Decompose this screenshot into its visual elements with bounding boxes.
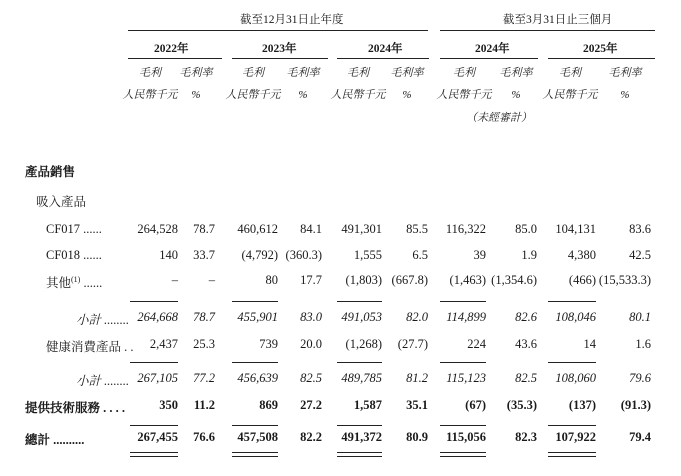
period-header-2025-q1: 2025年 bbox=[583, 43, 618, 55]
row-label-text: 總計 .......... bbox=[25, 433, 85, 447]
table-cell: (466) bbox=[568, 273, 596, 287]
col-header-top-4: 毛利 bbox=[347, 67, 369, 79]
rule-after-other-col2 bbox=[232, 301, 278, 302]
row-label-7 bbox=[25, 430, 84, 448]
table-cell: 108,060 bbox=[555, 371, 596, 385]
table-cell: (1,354.6) bbox=[491, 273, 537, 287]
row-label-1 bbox=[46, 248, 102, 263]
table-cell: 491,372 bbox=[341, 430, 382, 444]
table-cell: 82.0 bbox=[406, 310, 428, 324]
period-underline-2024 bbox=[337, 58, 429, 59]
row-label-text: 提供技術服務 . . . . bbox=[25, 401, 126, 415]
table-cell: 79.6 bbox=[629, 371, 651, 385]
row-label-6 bbox=[25, 398, 125, 416]
rule-before-total-col8 bbox=[548, 425, 596, 426]
row-label-3 bbox=[76, 310, 129, 328]
row-label-text: 其他 bbox=[46, 276, 72, 290]
rule-after-health-col4 bbox=[337, 362, 382, 363]
table-cell: 82.3 bbox=[515, 430, 537, 444]
table-cell: 81.2 bbox=[406, 371, 428, 385]
table-cell: 35.1 bbox=[406, 398, 428, 412]
period-header-2022: 2022年 bbox=[154, 43, 189, 55]
table-cell: 80 bbox=[265, 273, 278, 287]
table-cell: 114,899 bbox=[446, 310, 486, 324]
table-cell: 1.9 bbox=[521, 248, 537, 262]
col-header-bottom-7: % bbox=[511, 89, 521, 101]
rule-after-other-col0 bbox=[130, 301, 178, 302]
table-cell: 83.6 bbox=[629, 222, 651, 236]
table-cell: 491,053 bbox=[341, 310, 382, 324]
section-title: 產品銷售 bbox=[25, 165, 76, 179]
table-cell: (4,792) bbox=[241, 248, 278, 262]
table-cell: (1,803) bbox=[345, 273, 382, 287]
table-cell: 869 bbox=[259, 398, 278, 412]
rule-after-health-col8 bbox=[548, 362, 596, 363]
table-cell: 350 bbox=[159, 398, 178, 412]
table-cell: 108,046 bbox=[555, 310, 596, 324]
row-label-text: CF018 ...... bbox=[46, 248, 102, 262]
period-underline-2025-q1 bbox=[548, 58, 655, 59]
table-cell: 83.0 bbox=[300, 310, 322, 324]
table-cell: (1,268) bbox=[345, 337, 382, 351]
table-cell: 14 bbox=[583, 337, 596, 351]
table-cell: 79.4 bbox=[629, 430, 651, 444]
table-cell: 267,105 bbox=[137, 371, 178, 385]
rule-after-other-col6 bbox=[440, 301, 486, 302]
rule-after-health-col0 bbox=[130, 362, 178, 363]
table-cell: 85.0 bbox=[515, 222, 537, 236]
table-cell: 460,612 bbox=[237, 222, 278, 236]
period-header-2024: 2024年 bbox=[368, 43, 403, 55]
row-label-leader: ...... bbox=[80, 276, 103, 290]
table-cell: (1,463) bbox=[449, 273, 486, 287]
group-underline-quarter bbox=[440, 30, 655, 31]
col-header-bottom-3: % bbox=[298, 89, 308, 101]
group-underline-annual bbox=[128, 30, 428, 31]
table-cell: 115,123 bbox=[446, 371, 486, 385]
col-header-bottom-6: 人民幣千元 bbox=[436, 89, 492, 101]
table-cell: 4,380 bbox=[567, 248, 596, 262]
col-header-top-2: 毛利 bbox=[242, 67, 264, 79]
table-cell: 42.5 bbox=[629, 248, 651, 262]
table-cell: 457,508 bbox=[237, 430, 278, 444]
col-header-top-5: 毛利率 bbox=[390, 67, 424, 79]
table-cell: (35.3) bbox=[506, 398, 537, 412]
table-cell: 80.9 bbox=[406, 430, 428, 444]
col-header-bottom-2: 人民幣千元 bbox=[225, 89, 281, 101]
table-cell: – bbox=[208, 273, 215, 287]
row-label-text: 小計 ........ bbox=[76, 374, 130, 388]
double-rule-total-col6 bbox=[440, 452, 486, 457]
table-cell: 739 bbox=[259, 337, 278, 351]
row-label-5 bbox=[76, 371, 129, 389]
table-cell: 77.2 bbox=[193, 371, 215, 385]
table-cell: 78.7 bbox=[193, 222, 215, 236]
table-cell: (137) bbox=[568, 398, 596, 412]
rule-after-health-col2 bbox=[232, 362, 278, 363]
table-cell: (667.8) bbox=[391, 273, 428, 287]
table-cell: 20.0 bbox=[300, 337, 322, 351]
period-underline-2024-q1 bbox=[440, 58, 538, 59]
table-cell: 489,785 bbox=[341, 371, 382, 385]
table-cell: 1,555 bbox=[353, 248, 382, 262]
table-cell: 82.6 bbox=[515, 310, 537, 324]
table-cell: 456,639 bbox=[237, 371, 278, 385]
double-rule-total-col0 bbox=[130, 452, 178, 457]
table-cell: 107,922 bbox=[555, 430, 596, 444]
table-cell: (15,533.3) bbox=[598, 273, 651, 287]
table-cell: 116,322 bbox=[445, 222, 486, 236]
col-header-top-9: 毛利率 bbox=[608, 67, 642, 79]
col-header-bottom-8: 人民幣千元 bbox=[542, 89, 598, 101]
subsection-title: 吸入產品 bbox=[36, 195, 87, 209]
period-underline-2022 bbox=[128, 58, 222, 59]
table-cell: (360.3) bbox=[285, 248, 322, 262]
row-label-4 bbox=[46, 337, 134, 355]
row-label-text: 健康消費產品 . . bbox=[46, 340, 134, 354]
table-cell: 264,528 bbox=[137, 222, 178, 236]
row-label-text: CF017 ...... bbox=[46, 222, 102, 236]
row-label-text: 小計 ........ bbox=[76, 313, 130, 327]
table-cell: 2,437 bbox=[149, 337, 178, 351]
group-header-annual: 截至12月31日止年度 bbox=[240, 14, 344, 26]
col-header-top-8: 毛利 bbox=[559, 67, 581, 79]
rule-before-total-col6 bbox=[440, 425, 486, 426]
double-rule-total-col8 bbox=[548, 452, 596, 457]
col-header-bottom-9: % bbox=[620, 89, 630, 101]
table-cell: 85.5 bbox=[406, 222, 428, 236]
col-header-top-6: 毛利 bbox=[453, 67, 475, 79]
col-header-top-7: 毛利率 bbox=[499, 67, 533, 79]
col-header-top-1: 毛利率 bbox=[179, 67, 213, 79]
table-cell: 6.5 bbox=[412, 248, 428, 262]
table-cell: 25.3 bbox=[193, 337, 215, 351]
table-cell: 78.7 bbox=[193, 310, 215, 324]
table-cell: 76.6 bbox=[193, 430, 215, 444]
table-cell: (67) bbox=[465, 398, 486, 412]
table-cell: 140 bbox=[159, 248, 178, 262]
rule-after-other-col4 bbox=[337, 301, 382, 302]
col-header-bottom-0: 人民幣千元 bbox=[122, 89, 178, 101]
period-header-2024-q1: 2024年 bbox=[475, 43, 510, 55]
table-cell: 455,901 bbox=[237, 310, 278, 324]
table-cell: 84.1 bbox=[300, 222, 322, 236]
footnote-marker: (1) bbox=[71, 274, 81, 284]
rule-before-total-col0 bbox=[130, 425, 178, 426]
table-cell: 11.2 bbox=[193, 398, 215, 412]
table-cell: 80.1 bbox=[629, 310, 651, 324]
table-cell: (27.7) bbox=[397, 337, 428, 351]
table-cell: 82.2 bbox=[300, 430, 322, 444]
row-label-2 bbox=[46, 273, 102, 291]
table-cell: 224 bbox=[467, 337, 486, 351]
table-cell: – bbox=[171, 273, 178, 287]
rule-before-total-col4 bbox=[337, 425, 382, 426]
table-cell: 82.5 bbox=[300, 371, 322, 385]
table-cell: 1.6 bbox=[635, 337, 651, 351]
double-rule-total-col4 bbox=[337, 452, 382, 457]
table-cell: 1,587 bbox=[353, 398, 382, 412]
table-cell: 82.5 bbox=[515, 371, 537, 385]
col-header-bottom-1: % bbox=[191, 89, 201, 101]
rule-after-other-col8 bbox=[548, 301, 596, 302]
table-cell: 491,301 bbox=[341, 222, 382, 236]
col-header-top-3: 毛利率 bbox=[286, 67, 320, 79]
table-cell: 267,455 bbox=[137, 430, 178, 444]
double-rule-total-col2 bbox=[232, 452, 278, 457]
table-cell: 33.7 bbox=[193, 248, 215, 262]
table-cell: 17.7 bbox=[300, 273, 322, 287]
rule-before-total-col2 bbox=[232, 425, 278, 426]
period-underline-2023 bbox=[232, 58, 328, 59]
col-header-bottom-4: 人民幣千元 bbox=[330, 89, 386, 101]
col-header-bottom-5: % bbox=[402, 89, 412, 101]
col-header-top-0: 毛利 bbox=[139, 67, 161, 79]
table-cell: 43.6 bbox=[515, 337, 537, 351]
table-cell: (91.3) bbox=[620, 398, 651, 412]
unaudited-note: （未經審計） bbox=[466, 112, 532, 124]
table-cell: 27.2 bbox=[300, 398, 322, 412]
table-cell: 39 bbox=[473, 248, 486, 262]
group-header-quarter: 截至3月31日止三個月 bbox=[503, 14, 613, 26]
table-cell: 115,056 bbox=[446, 430, 486, 444]
table-cell: 264,668 bbox=[137, 310, 178, 324]
row-label-0 bbox=[46, 222, 102, 237]
period-header-2023: 2023年 bbox=[262, 43, 297, 55]
table-cell: 104,131 bbox=[555, 222, 596, 236]
rule-after-health-col6 bbox=[440, 362, 486, 363]
